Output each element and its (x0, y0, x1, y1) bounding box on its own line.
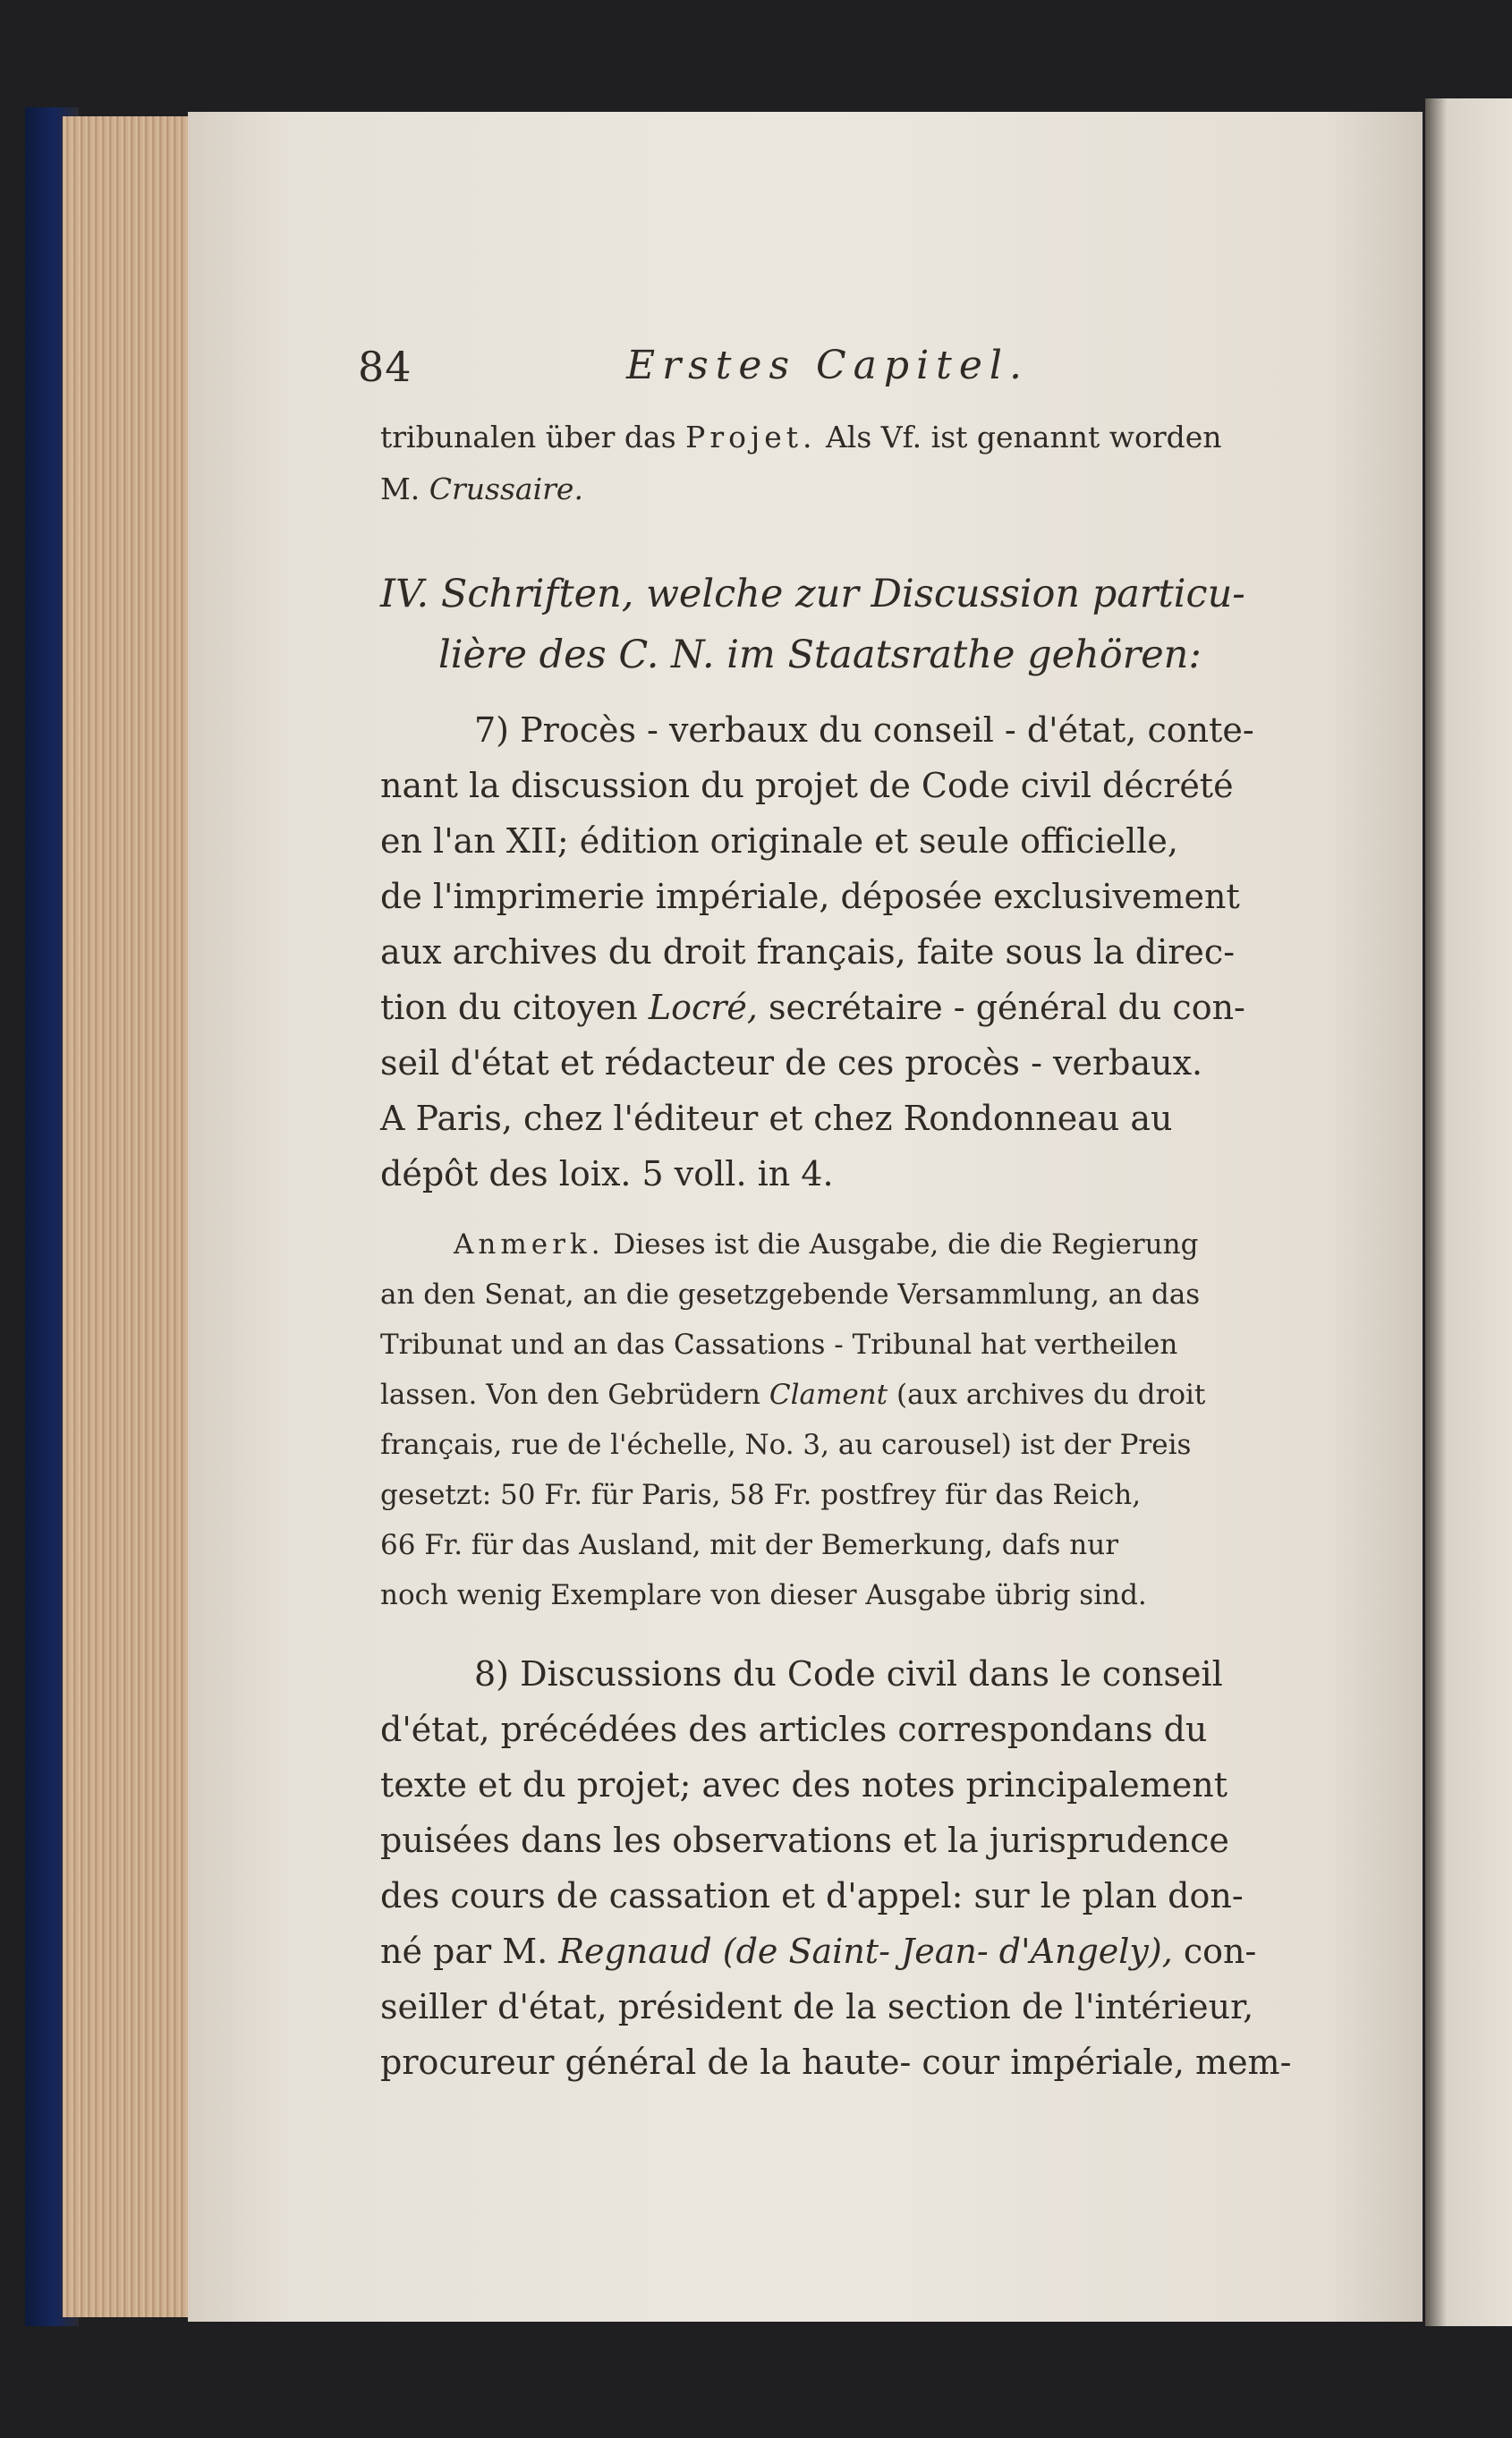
section-heading (380, 564, 1499, 685)
text-line: seiller d'état, président de la section de l'intérieur, (380, 1987, 1254, 2026)
text-line: noch wenig Exemplare von dieser Ausgabe übrig sind. (380, 1579, 1147, 1611)
text-line: texte et du projet; avec des notes principalement (380, 1765, 1228, 1805)
text-line: puisées dans les observations et la jurisprudence (380, 1821, 1229, 1860)
book-page (188, 112, 1423, 2322)
text-line: de l'imprimerie impériale, déposée exclusivement (380, 877, 1240, 916)
text-line: nant la discussion du projet de Code civil décrété (380, 766, 1234, 805)
text-line: procureur général de la haute- cour impériale, mem- (380, 2043, 1292, 2082)
page-number: 84 (358, 343, 412, 391)
text-line: Anmerk. Dieses ist die Ausgabe, die die Regierung (454, 1228, 1199, 1261)
text-line: tribunalen über das Projet. Als Vf. ist genannt worden (380, 420, 1222, 454)
annotation-note (380, 1219, 1499, 1620)
text-line: dépôt des loix. 5 voll. in 4. (380, 1154, 834, 1194)
text-line: Tribunat und an das Cassations - Tribunal hat vertheilen (380, 1329, 1178, 1361)
text-line: en l'an XII; édition originale et seule officielle, (380, 821, 1178, 861)
text-line: d'état, précédées des articles correspondans du (380, 1710, 1208, 1749)
text-line: A Paris, chez l'éditeur et chez Rondonneau au (380, 1099, 1173, 1138)
text-line: lière des C. N. im Staatsrathe gehören: (438, 633, 1202, 677)
text-line: français, rue de l'échelle, No. 3, au carousel) ist der Preis (380, 1429, 1192, 1461)
intro-paragraph (380, 412, 1499, 515)
text-line: seil d'état et rédacteur de ces procès - verbaux. (380, 1043, 1203, 1083)
running-title: Erstes Capitel. (626, 343, 1029, 388)
text-line: an den Senat, an die gesetzgebende Versammlung, an das (380, 1278, 1201, 1311)
page-edges (63, 116, 206, 2317)
text-line: gesetzt: 50 Fr. für Paris, 58 Fr. postfrey für das Reich, (380, 1479, 1142, 1511)
text-line: tion du citoyen Locré, secrétaire - général du con- (380, 988, 1245, 1027)
text-line: 7) Procès - verbaux du conseil - d'état, conte- (474, 710, 1254, 750)
text-line: des cours de cassation et d'appel: sur le plan don- (380, 1876, 1244, 1916)
text-line: lassen. Von den Gebrüdern Clament (aux archives du droit (380, 1379, 1206, 1411)
text-line: aux archives du droit français, faite sous la direc- (380, 932, 1236, 972)
entry-7 (380, 702, 1499, 1202)
text-line: né par M. Regnaud (de Saint- Jean- d'Angely), con- (380, 1932, 1257, 1971)
text-line: M. Crussaire. (380, 471, 583, 506)
text-line: 8) Discussions du Code civil dans le conseil (474, 1654, 1223, 1694)
text-line: 66 Fr. für das Ausland, mit der Bemerkung, dafs nur (380, 1529, 1119, 1561)
text-line: IV. Schriften, welche zur Discussion particu- (380, 572, 1245, 616)
entry-8 (380, 1646, 1499, 2090)
